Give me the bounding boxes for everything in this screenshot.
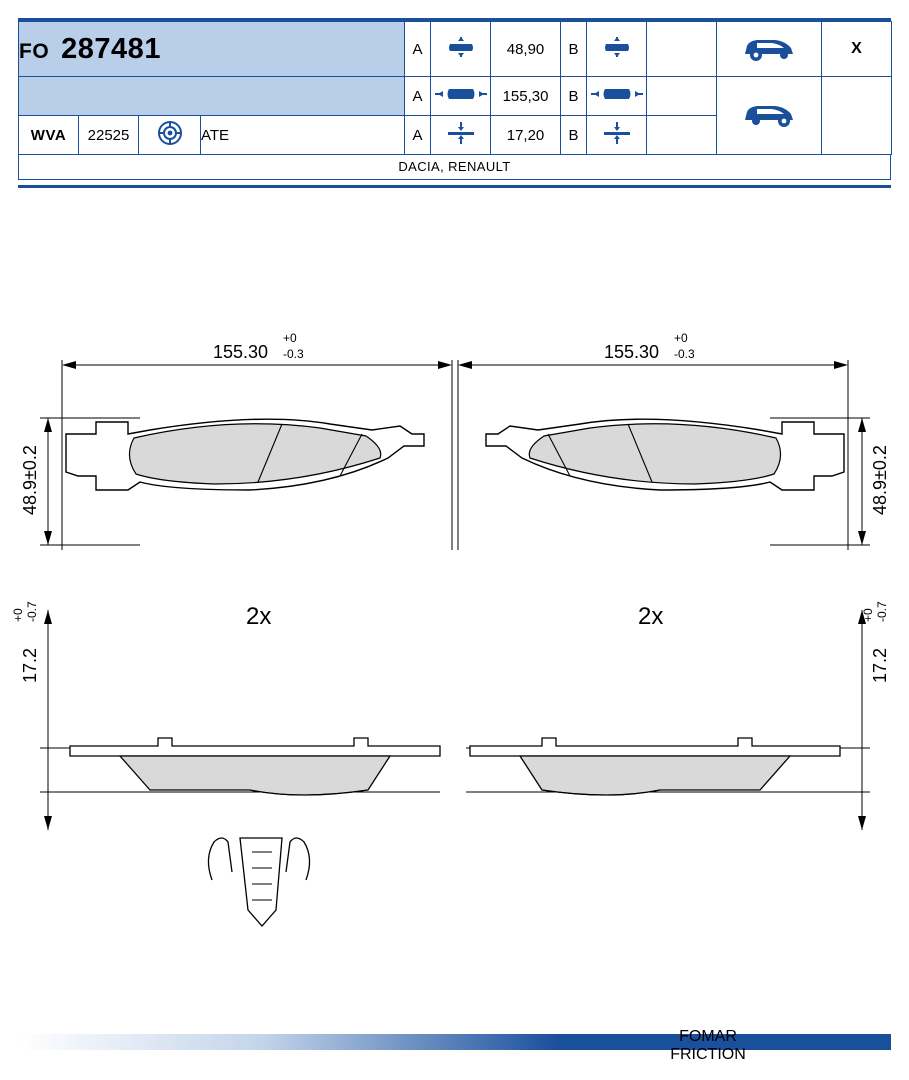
- dim-a-value-1: 48,90: [491, 22, 561, 77]
- dim-width-left-tol-bot: -0.3: [283, 347, 304, 361]
- dim-width-left-tol-top: +0: [283, 331, 297, 345]
- brand-name: ATE: [201, 116, 405, 155]
- pad-thickness-icon-b: [587, 116, 647, 155]
- code-number: 287481: [61, 32, 161, 65]
- product-code-cell: [19, 22, 405, 77]
- axle-mark: X: [822, 22, 892, 77]
- accessory-count-left: 2x: [246, 603, 272, 630]
- footer-brand: FOMAR: [679, 1028, 737, 1045]
- pad-thickness-icon: [431, 116, 491, 155]
- header-row-width: [19, 77, 892, 116]
- dim-thickness-left: 17.2: [20, 647, 40, 683]
- accessory-count-right: 2x: [638, 603, 664, 630]
- dim-width-left-value: 155.30: [213, 342, 269, 362]
- dim-a-value-2: 155,30: [491, 77, 561, 116]
- axle-mark-empty: [822, 77, 892, 155]
- car-front-axle-icon: [717, 22, 822, 77]
- footer-subbrand: FRICTION: [670, 1046, 746, 1063]
- dim-a-value-3: 17,20: [491, 116, 561, 155]
- dim-b-value-2: [647, 77, 717, 116]
- dim-a-label-3: A: [405, 116, 431, 155]
- header-bottom-rule: [18, 185, 891, 188]
- dim-thickness-right-tol-bot: -0.7: [875, 601, 889, 622]
- header-row-code: [19, 22, 892, 77]
- dim-a-label-1: A: [405, 22, 431, 77]
- product-code-cell-spacer: [19, 77, 405, 116]
- dim-height-right: 48.9±0.2: [870, 445, 890, 515]
- dim-b-value-1: [647, 22, 717, 77]
- drawing-svg: [0, 190, 909, 990]
- vehicle-makes: DACIA, RENAULT: [18, 155, 891, 180]
- dim-b-value-3: [647, 116, 717, 155]
- pad-height-icon: [431, 22, 491, 77]
- dim-a-label-2: A: [405, 77, 431, 116]
- brake-disc-icon: [139, 116, 201, 155]
- dim-height-left: 48.9±0.2: [20, 445, 40, 515]
- dim-b-label-1: B: [561, 22, 587, 77]
- pad-width-icon-b: [587, 77, 647, 116]
- dim-thickness-right: 17.2: [870, 647, 890, 683]
- footer: [0, 1020, 909, 1080]
- header-block: [18, 18, 891, 188]
- dim-b-label-2: B: [561, 77, 587, 116]
- dim-thickness-left-tol-top: +0: [11, 608, 25, 622]
- wva-label: WVA: [19, 116, 79, 155]
- pad-height-icon-b: [587, 22, 647, 77]
- technical-drawing: [0, 190, 909, 990]
- dim-width-right-tol-bot: -0.3: [674, 347, 695, 361]
- footer-logo: [600, 1026, 816, 1068]
- dim-thickness-left-tol-bot: -0.7: [25, 601, 39, 622]
- pad-width-icon: [431, 77, 491, 116]
- code-prefix: FO: [19, 39, 50, 63]
- dim-thickness-right-tol-top: +0: [861, 608, 875, 622]
- car-rear-axle-icon: [717, 77, 822, 155]
- wva-number: 22525: [79, 116, 139, 155]
- dim-b-label-3: B: [561, 116, 587, 155]
- header-table: [18, 21, 892, 155]
- dim-width-right-value: 155.30: [604, 342, 660, 362]
- dim-width-right-tol-top: +0: [674, 331, 688, 345]
